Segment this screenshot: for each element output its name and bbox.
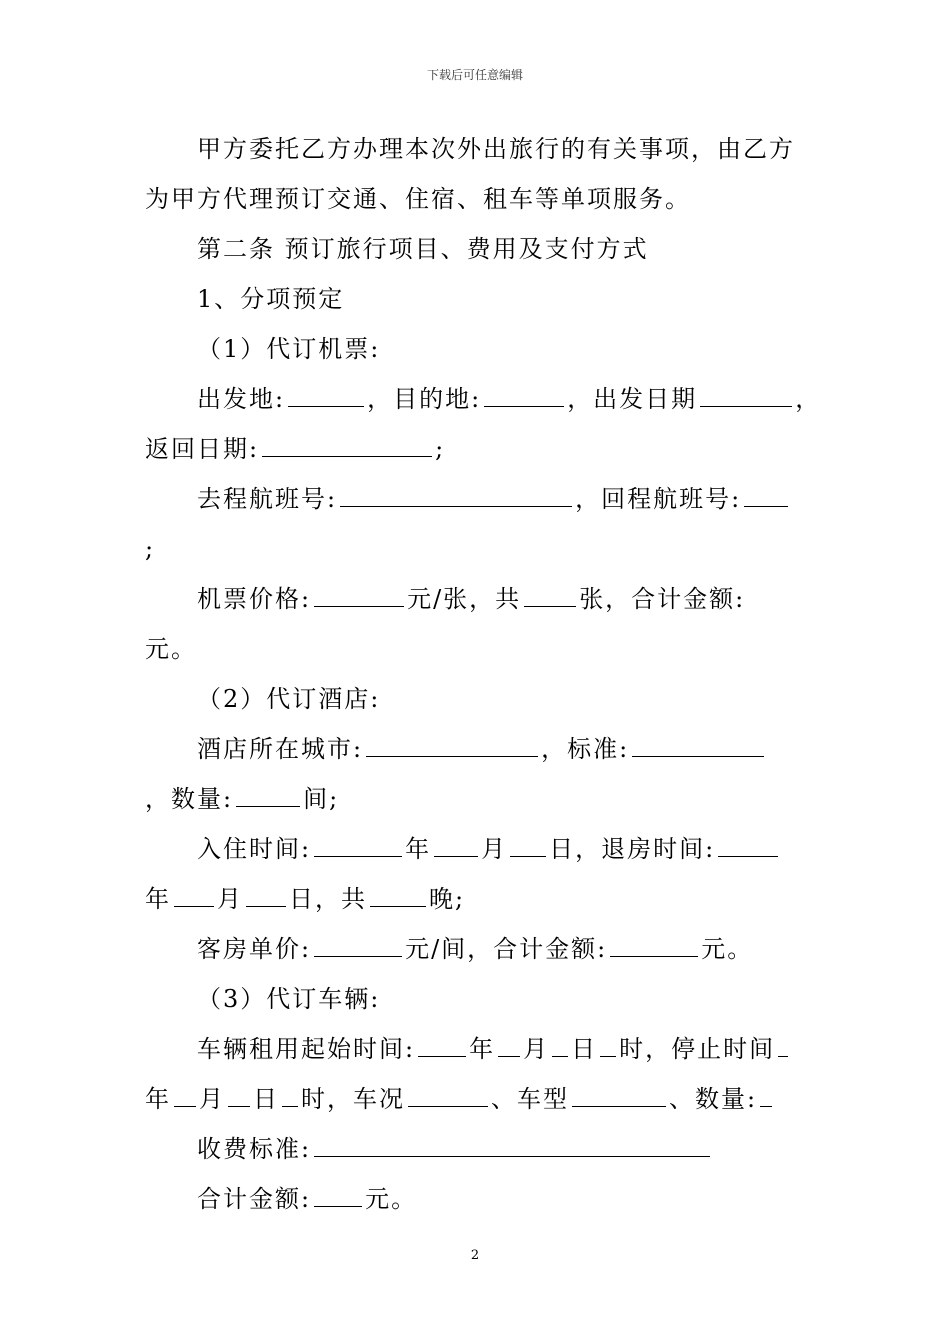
blank-field[interactable] <box>236 786 300 807</box>
blank-field[interactable] <box>288 386 364 407</box>
blank-field[interactable] <box>262 436 432 457</box>
hotel-line-2: ，数量: 间; <box>145 785 340 813</box>
blank-field[interactable] <box>760 1086 772 1107</box>
blank-field[interactable] <box>418 1036 466 1057</box>
item-heading-hotel: （2）代订酒店: <box>197 685 381 713</box>
paragraph-line: 元。 <box>145 635 197 663</box>
blank-field[interactable] <box>524 586 576 607</box>
blank-field[interactable] <box>246 886 286 907</box>
flight-line-1: 出发地: ，目的地: ，出发日期 ， <box>197 385 822 413</box>
hotel-line-4: 年 月 日，共 晚; <box>145 885 466 913</box>
blank-field[interactable] <box>174 1086 196 1107</box>
flight-line-3: 去程航班号: ，回程航班号: <box>197 484 791 514</box>
blank-field[interactable] <box>610 936 698 957</box>
hotel-line-1: 酒店所在城市: ，标准: <box>197 734 767 764</box>
section-heading: 第二条 预订旅行项目、费用及支付方式 <box>197 235 649 263</box>
paragraph-line: 为甲方代理预订交通、住宿、租车等单项服务。 <box>145 185 691 213</box>
car-line-4: 合计金额: 元。 <box>197 1185 418 1213</box>
item-heading-car: （3）代订车辆: <box>197 985 381 1013</box>
page-number: 2 <box>470 1248 480 1263</box>
flight-line-4: 机票价格: 元/张，共 张，合计金额: <box>197 585 746 613</box>
blank-field[interactable] <box>314 836 402 857</box>
blank-field[interactable] <box>510 836 546 857</box>
hotel-line-5: 客房单价: 元/间，合计金额: 元。 <box>197 935 754 963</box>
flight-line-2: 返回日期: ; <box>145 435 446 463</box>
blank-field[interactable] <box>632 736 764 757</box>
item-heading-flight: （1）代订机票: <box>197 335 381 363</box>
blank-field[interactable] <box>314 1136 710 1157</box>
blank-field[interactable] <box>744 486 788 507</box>
hotel-line-3: 入住时间: 年 月 日，退房时间: <box>197 834 781 864</box>
car-line-2: 年 月 日 时，车况 、车型 、数量: <box>145 1084 775 1114</box>
blank-field[interactable] <box>718 836 778 857</box>
paragraph-line: ; <box>145 535 156 563</box>
blank-field[interactable] <box>600 1036 616 1057</box>
blank-field[interactable] <box>366 736 538 757</box>
blank-field[interactable] <box>174 886 214 907</box>
blank-field[interactable] <box>228 1086 250 1107</box>
blank-field[interactable] <box>408 1086 488 1107</box>
car-line-1: 车辆租用起始时间: 年 月 日 时，停止时间 <box>197 1034 791 1064</box>
blank-field[interactable] <box>314 936 402 957</box>
blank-field[interactable] <box>572 1086 666 1107</box>
blank-field[interactable] <box>484 386 564 407</box>
blank-field[interactable] <box>434 836 478 857</box>
blank-field[interactable] <box>314 1186 362 1207</box>
header-note: 下载后可任意编辑 <box>426 68 523 82</box>
blank-field[interactable] <box>314 586 404 607</box>
subsection-heading: 1、分项预定 <box>197 285 345 313</box>
blank-field[interactable] <box>552 1036 568 1057</box>
car-line-3: 收费标准: <box>197 1134 713 1164</box>
blank-field[interactable] <box>282 1086 298 1107</box>
blank-field[interactable] <box>778 1036 788 1057</box>
blank-field[interactable] <box>498 1036 520 1057</box>
blank-field[interactable] <box>340 486 572 507</box>
paragraph-line: 甲方委托乙方办理本次外出旅行的有关事项，由乙方 <box>197 135 795 163</box>
blank-field[interactable] <box>370 886 426 907</box>
blank-field[interactable] <box>700 386 792 407</box>
